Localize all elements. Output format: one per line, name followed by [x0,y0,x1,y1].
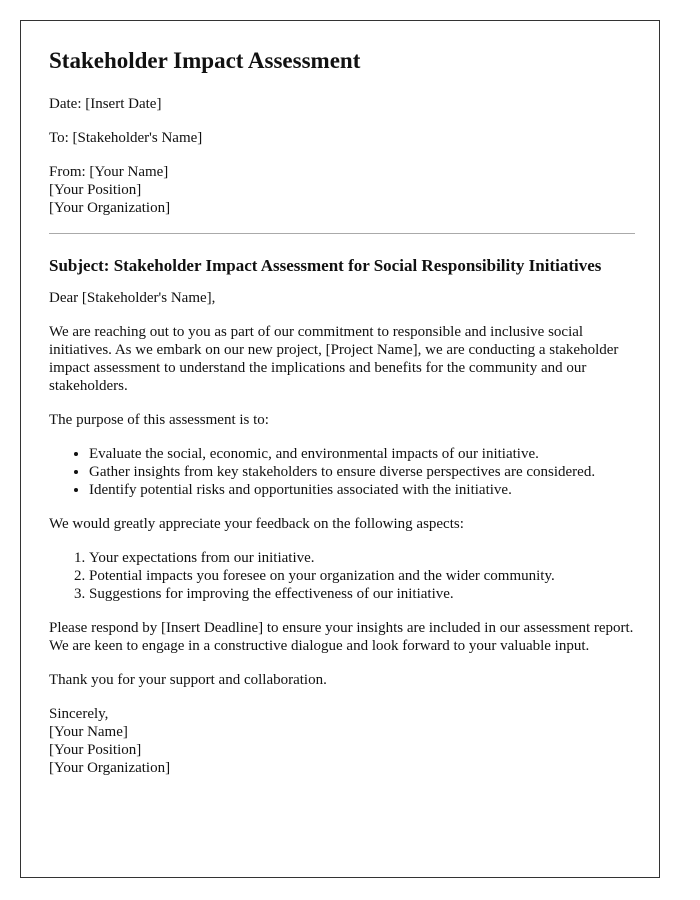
closing-position: [Your Position] [49,742,142,758]
purpose-intro: The purpose of this assessment is to: [49,412,269,428]
closing-organization: [Your Organization] [49,760,171,776]
from-position: [Your Position] [49,182,142,198]
closing-name: [Your Name] [49,724,128,740]
list-item: 2. Potential impacts you foresee on your organization and the wider community. [89,567,635,585]
respond-paragraph: Please respond by [Insert Deadline] to ensure your insights are included in our assessment report. We are keen to engage in a constructive dialogue and look forward to your valuable input. [49,620,634,654]
closing-block [49,705,635,777]
header-divider [49,233,635,234]
list-item: 3. Suggestions for improving the effectiveness of our initiative. [89,585,635,603]
list-item: 1. Your expectations from our initiative. [89,549,635,567]
date-line: Date: [Insert Date] [49,96,162,112]
from-organization: [Your Organization] [49,200,171,216]
letter-title: Stakeholder Impact Assessment [49,48,361,73]
to-line: To: [Stakeholder's Name] [49,130,203,146]
from-name: From: [Your Name] [49,164,169,180]
feedback-list [49,549,635,603]
closing-sincerely: Sincerely, [49,706,109,722]
subject-line: Subject: Stakeholder Impact Assessment for Social Responsibility Initiatives [49,256,602,275]
letter-content [49,47,635,777]
list-item: • Identify potential risks and opportunities associated with the initiative. [89,481,635,499]
list-item: • Gather insights from key stakeholders to ensure diverse perspectives are considered. [89,463,635,481]
letter-page [20,20,660,878]
salutation: Dear [Stakeholder's Name], [49,290,216,306]
thanks-paragraph: Thank you for your support and collaboration. [49,672,327,688]
list-item: • Evaluate the social, economic, and environmental impacts of our initiative. [89,445,635,463]
purpose-list [49,445,635,499]
from-block [49,163,635,217]
intro-paragraph: We are reaching out to you as part of our commitment to responsible and inclusive social initiatives. As we embark on our new project, [Project Name], we are conducting a stakeholder impact assessment to understand the implications and benefits for the community and our stakeholders. [49,324,619,394]
feedback-intro: We would greatly appreciate your feedback on the following aspects: [49,516,464,532]
